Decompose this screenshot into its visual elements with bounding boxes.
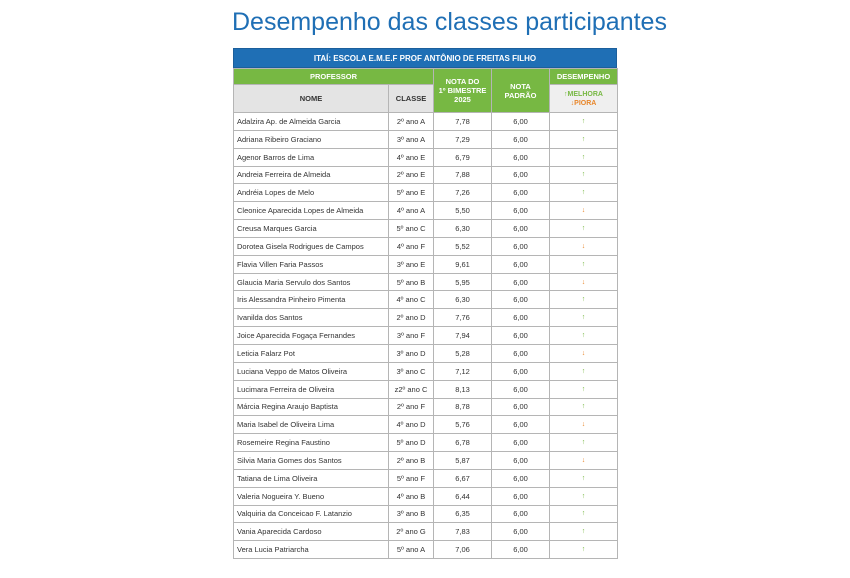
- nota-header-line1: NOTA DO: [445, 77, 480, 86]
- nota-cell: 7,06: [434, 541, 492, 559]
- teacher-name-cell: Valquiria da Conceicao F. Latanzio: [234, 505, 389, 523]
- desempenho-header: DESEMPENHO: [550, 69, 618, 85]
- class-cell: 5º ano F: [389, 469, 434, 487]
- trend-arrow-cell: ↑: [550, 541, 618, 559]
- trend-arrow-cell: ↑: [550, 523, 618, 541]
- teacher-name-cell: Tatiana de Lima Oliveira: [234, 469, 389, 487]
- table-row: [234, 362, 618, 380]
- teacher-name-cell: Andréia Lopes de Melo: [234, 184, 389, 202]
- nota-cell: 5,95: [434, 273, 492, 291]
- table-row: [234, 541, 618, 559]
- trend-arrow-cell: ↑: [550, 130, 618, 148]
- teacher-name-cell: Valeria Nogueira Y. Bueno: [234, 487, 389, 505]
- nota-cell: 8,78: [434, 398, 492, 416]
- nota-bimestre-header: [434, 69, 492, 113]
- trend-arrow-cell: ↑: [550, 113, 618, 131]
- nota-cell: 6,44: [434, 487, 492, 505]
- table-row: [234, 469, 618, 487]
- class-cell: 3º ano C: [389, 362, 434, 380]
- table-row: [234, 291, 618, 309]
- teacher-name-cell: Agenor Barros de Lima: [234, 148, 389, 166]
- nota-cell: 5,28: [434, 344, 492, 362]
- nota-cell: 6,30: [434, 291, 492, 309]
- table-row: [234, 416, 618, 434]
- class-cell: 3º ano A: [389, 130, 434, 148]
- nome-header: NOME: [234, 85, 389, 113]
- table-row: [234, 452, 618, 470]
- padrao-cell: 6,00: [492, 291, 550, 309]
- class-cell: 5º ano A: [389, 541, 434, 559]
- teacher-name-cell: Glaucia Maria Servulo dos Santos: [234, 273, 389, 291]
- table-row: [234, 398, 618, 416]
- trend-arrow-cell: ↓: [550, 452, 618, 470]
- class-cell: 4º ano C: [389, 291, 434, 309]
- nota-cell: 5,76: [434, 416, 492, 434]
- teacher-name-cell: Luciana Veppo de Matos Oliveira: [234, 362, 389, 380]
- class-cell: 5º ano B: [389, 273, 434, 291]
- teacher-name-cell: Rosemeire Regina Faustino: [234, 434, 389, 452]
- class-cell: 4º ano B: [389, 487, 434, 505]
- teacher-name-cell: Maria Isabel de Oliveira Lima: [234, 416, 389, 434]
- class-cell: 5º ano C: [389, 220, 434, 238]
- class-cell: 2º ano D: [389, 309, 434, 327]
- class-cell: 2º ano E: [389, 166, 434, 184]
- legend-melhora: ↑MELHORA: [564, 90, 603, 98]
- nota-cell: 7,26: [434, 184, 492, 202]
- nota-cell: 5,52: [434, 237, 492, 255]
- trend-arrow-cell: ↑: [550, 166, 618, 184]
- nota-cell: 7,88: [434, 166, 492, 184]
- padrao-header-line2: PADRÃO: [504, 90, 537, 100]
- trend-arrow-cell: ↑: [550, 398, 618, 416]
- nota-cell: 7,76: [434, 309, 492, 327]
- padrao-cell: 6,00: [492, 130, 550, 148]
- nota-header-line2: 1º BIMESTRE: [438, 86, 487, 95]
- table-row: [234, 202, 618, 220]
- class-cell: 2º ano G: [389, 523, 434, 541]
- teacher-name-cell: Cleonice Aparecida Lopes de Almeida: [234, 202, 389, 220]
- padrao-cell: 6,00: [492, 184, 550, 202]
- class-cell: 2º ano F: [389, 398, 434, 416]
- professor-header: PROFESSOR: [234, 69, 434, 85]
- desempenho-legend: [550, 85, 618, 113]
- trend-arrow-cell: ↑: [550, 327, 618, 345]
- trend-arrow-cell: ↓: [550, 344, 618, 362]
- trend-arrow-cell: ↑: [550, 184, 618, 202]
- nota-cell: 7,12: [434, 362, 492, 380]
- padrao-cell: 6,00: [492, 523, 550, 541]
- padrao-cell: 6,00: [492, 202, 550, 220]
- table-row: [234, 113, 618, 131]
- table-row: [234, 166, 618, 184]
- class-cell: 2º ano A: [389, 113, 434, 131]
- class-cell: 5º ano D: [389, 434, 434, 452]
- padrao-cell: 6,00: [492, 469, 550, 487]
- teacher-name-cell: Vania Aparecida Cardoso: [234, 523, 389, 541]
- nota-cell: 6,78: [434, 434, 492, 452]
- table-row: [234, 273, 618, 291]
- table-row: [234, 255, 618, 273]
- table-row: [234, 148, 618, 166]
- table-row: [234, 237, 618, 255]
- table-row: [234, 505, 618, 523]
- trend-arrow-cell: ↑: [550, 291, 618, 309]
- class-cell: 2º ano B: [389, 452, 434, 470]
- class-cell: 5º ano E: [389, 184, 434, 202]
- padrao-cell: 6,00: [492, 255, 550, 273]
- nota-cell: 6,67: [434, 469, 492, 487]
- padrao-cell: 6,00: [492, 487, 550, 505]
- nota-cell: 5,50: [434, 202, 492, 220]
- padrao-cell: 6,00: [492, 434, 550, 452]
- trend-arrow-cell: ↑: [550, 505, 618, 523]
- classe-header: CLASSE: [389, 85, 434, 113]
- trend-arrow-cell: ↑: [550, 380, 618, 398]
- teacher-name-cell: Silvia Maria Gomes dos Santos: [234, 452, 389, 470]
- table-row: [234, 309, 618, 327]
- nota-cell: 6,35: [434, 505, 492, 523]
- class-cell: 4º ano A: [389, 202, 434, 220]
- padrao-cell: 6,00: [492, 541, 550, 559]
- table-row: [234, 220, 618, 238]
- trend-arrow-cell: ↑: [550, 220, 618, 238]
- padrao-cell: 6,00: [492, 505, 550, 523]
- trend-arrow-cell: ↑: [550, 362, 618, 380]
- teacher-name-cell: Joice Aparecida Fogaça Fernandes: [234, 327, 389, 345]
- class-cell: 3º ano D: [389, 344, 434, 362]
- table-row: [234, 344, 618, 362]
- performance-report: [233, 48, 617, 559]
- padrao-cell: 6,00: [492, 416, 550, 434]
- class-cell: 4º ano D: [389, 416, 434, 434]
- trend-arrow-cell: ↑: [550, 148, 618, 166]
- table-row: [234, 380, 618, 398]
- school-name-bar: ITAÍ: ESCOLA E.M.E.F PROF ANTÔNIO DE FREITAS FILHO: [233, 48, 617, 68]
- nota-cell: 6,79: [434, 148, 492, 166]
- trend-arrow-cell: ↓: [550, 202, 618, 220]
- nota-padrao-header: [492, 69, 550, 113]
- trend-arrow-cell: ↑: [550, 487, 618, 505]
- padrao-cell: 6,00: [492, 380, 550, 398]
- teacher-name-cell: Lucimara Ferreira de Oliveira: [234, 380, 389, 398]
- teacher-name-cell: Creusa Marques Garcia: [234, 220, 389, 238]
- class-cell: 3º ano B: [389, 505, 434, 523]
- class-cell: z2º ano C: [389, 380, 434, 398]
- teacher-name-cell: Andreia Ferreira de Almeida: [234, 166, 389, 184]
- padrao-cell: 6,00: [492, 273, 550, 291]
- table-row: [234, 523, 618, 541]
- padrao-cell: 6,00: [492, 327, 550, 345]
- trend-arrow-cell: ↑: [550, 255, 618, 273]
- trend-arrow-cell: ↑: [550, 434, 618, 452]
- class-cell: 4º ano F: [389, 237, 434, 255]
- padrao-cell: 6,00: [492, 309, 550, 327]
- trend-arrow-cell: ↓: [550, 416, 618, 434]
- teacher-name-cell: Ivanilda dos Santos: [234, 309, 389, 327]
- padrao-header-line1: NOTA: [510, 81, 531, 91]
- teacher-name-cell: Iris Alessandra Pinheiro Pimenta: [234, 291, 389, 309]
- padrao-cell: 6,00: [492, 362, 550, 380]
- nota-cell: 8,13: [434, 380, 492, 398]
- teacher-name-cell: Adriana Ribeiro Graciano: [234, 130, 389, 148]
- table-row: [234, 130, 618, 148]
- padrao-cell: 6,00: [492, 452, 550, 470]
- teacher-name-cell: Adalzira Ap. de Almeida Garcia: [234, 113, 389, 131]
- nota-cell: 7,94: [434, 327, 492, 345]
- padrao-cell: 6,00: [492, 148, 550, 166]
- table-row: [234, 184, 618, 202]
- trend-arrow-cell: ↑: [550, 469, 618, 487]
- teacher-name-cell: Márcia Regina Araujo Baptista: [234, 398, 389, 416]
- table-row: [234, 487, 618, 505]
- class-cell: 4º ano E: [389, 148, 434, 166]
- trend-arrow-cell: ↓: [550, 273, 618, 291]
- padrao-cell: 6,00: [492, 398, 550, 416]
- teacher-name-cell: Flavia Villen Faria Passos: [234, 255, 389, 273]
- padrao-cell: 6,00: [492, 220, 550, 238]
- padrao-cell: 6,00: [492, 237, 550, 255]
- table-row: [234, 434, 618, 452]
- performance-table: [233, 68, 618, 559]
- padrao-cell: 6,00: [492, 113, 550, 131]
- nota-cell: 5,87: [434, 452, 492, 470]
- legend-piora: ↓PIORA: [570, 99, 597, 107]
- class-cell: 3º ano F: [389, 327, 434, 345]
- trend-arrow-cell: ↑: [550, 309, 618, 327]
- nota-cell: 6,30: [434, 220, 492, 238]
- nota-cell: 7,83: [434, 523, 492, 541]
- nota-cell: 7,78: [434, 113, 492, 131]
- teacher-name-cell: Vera Lucia Patriarcha: [234, 541, 389, 559]
- class-cell: 3º ano E: [389, 255, 434, 273]
- teacher-name-cell: Leticia Falarz Pot: [234, 344, 389, 362]
- padrao-cell: 6,00: [492, 344, 550, 362]
- teacher-name-cell: Dorotea Gisela Rodrigues de Campos: [234, 237, 389, 255]
- trend-arrow-cell: ↓: [550, 237, 618, 255]
- nota-cell: 7,29: [434, 130, 492, 148]
- page-title: Desempenho das classes participantes: [232, 8, 667, 36]
- nota-cell: 9,61: [434, 255, 492, 273]
- nota-header-line3: 2025: [454, 95, 471, 104]
- padrao-cell: 6,00: [492, 166, 550, 184]
- table-row: [234, 327, 618, 345]
